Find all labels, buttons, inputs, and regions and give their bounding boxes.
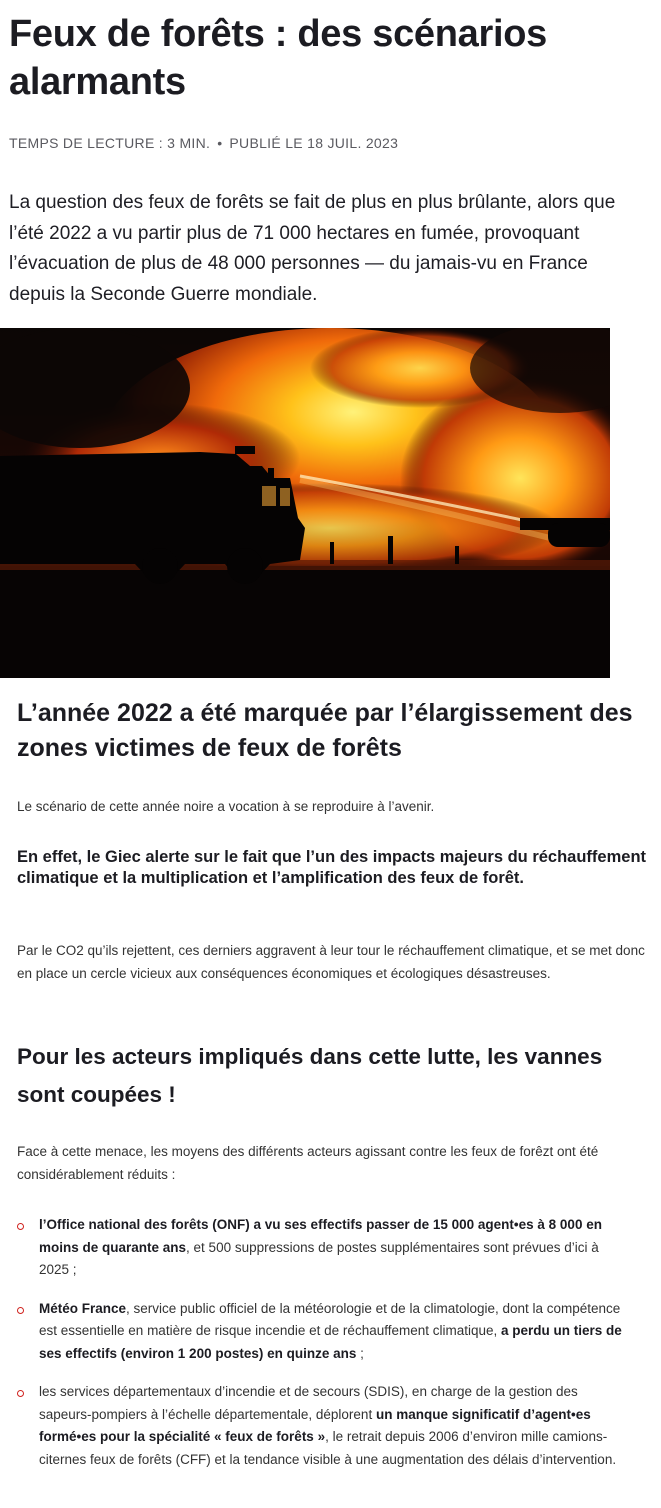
list-item [17,1214,632,1282]
bullet-icon [17,1307,24,1314]
list-item [17,1298,632,1366]
list-item-bold: l’Office national des forêts (ONF) a vu ses effectifs passer de 15 000 agent•es à 8 000 en moins de quarante ans [39,1217,602,1255]
hero-image-fire-truck [0,328,610,678]
bullet-icon [17,1223,24,1230]
bullet-icon [17,1390,24,1397]
page-title: Feux de forêts : des scénarios alarmants [9,13,547,103]
list-item-text: ; [356,1345,364,1361]
list-item-bold: Météo France [39,1300,127,1316]
list-item [17,1381,632,1471]
list-item-bold: un manque significatif d’agent•es formé•es pour la spécialité « feux de forêts » [39,1406,591,1444]
list-item-text: , et 500 suppressions de postes supplémentaires sont prévues d’ici à 2025 ; [39,1239,599,1277]
article-meta [9,134,649,152]
subheading-giec: En effet, le Giec alerte sur le fait que l’un des impacts majeurs du réchauffement climatique et la multiplication et l’amplification des feux de forêt. [17,848,647,887]
list-item-text: , service public officiel de la météorologie et de la climatologie, dont la compétence est essentielle en matière de risque incendie et de réchauffement climatique, [39,1300,621,1338]
section-heading-2022: L’année 2022 a été marquée par l’élargissement des zones victimes de feux de forêts [17,699,633,762]
paragraph-menace: Face à cette menace, les moyens des différents acteurs agissant contre les feux de forêzt ont été considérablement réduits : [17,1144,599,1182]
actors-list [17,1214,632,1487]
publish-date: PUBLIÉ LE 18 JUIL. 2023 [229,135,399,151]
reading-time: TEMPS DE LECTURE : 3 MIN. [9,135,211,151]
intro-paragraph: La question des feux de forêts se fait de plus en plus brûlante, alors que l’été 2022 a vu partir plus de 71 000 hectares en fumée, provoquant l’évacuation de plus de 48 000 personnes — du jamais-vu en France depuis la Seconde Guerre mondiale. [9,192,616,305]
paragraph-co2: Par le CO2 qu’ils rejettent, ces derniers aggravent à leur tour le réchauffement climatique, et se met donc en place un cercle vicieux aux conséquences économiques et écologiques désastreuses. [17,943,645,981]
section-heading-acteurs: Pour les acteurs impliqués dans cette lutte, les vannes sont coupées ! [17,1044,603,1107]
list-item-text: les services départementaux d’incendie et de secours (SDIS), en charge de la gestion des sapeurs-pompiers à l’échelle départementale, déplorent [39,1384,578,1422]
paragraph-scenario: Le scénario de cette année noire a vocation à se reproduire à l’avenir. [17,799,435,814]
list-item-text: , le retrait depuis 2006 d’environ mille camions-citernes feux de forêts (CFF) et la tendance visible à une augmentation des délais d’intervention. [39,1429,617,1467]
list-item-bold: a perdu un tiers de ses effectifs (environ 1 200 postes) en quinze ans [39,1323,622,1361]
meta-separator: • [217,135,223,151]
